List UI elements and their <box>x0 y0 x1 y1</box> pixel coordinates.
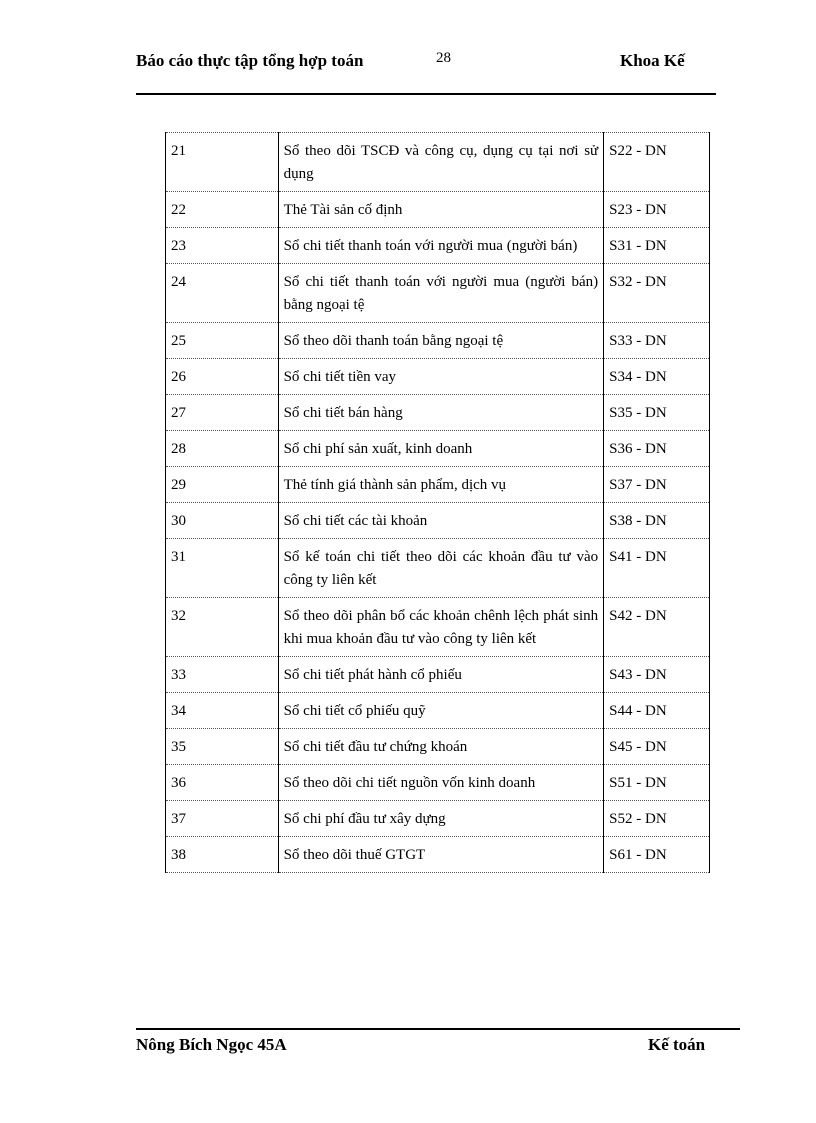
table-row <box>166 765 710 801</box>
row-number-cell: 23 <box>166 228 279 264</box>
form-code-cell: S23 - DN <box>604 192 710 228</box>
table-row <box>166 359 710 395</box>
form-code-cell: S61 - DN <box>604 837 710 873</box>
form-code-cell: S36 - DN <box>604 431 710 467</box>
ledger-name-cell: Thẻ tính giá thành sản phẩm, dịch vụ <box>278 467 604 503</box>
table-row <box>166 801 710 837</box>
row-number-cell: 35 <box>166 729 279 765</box>
table-row <box>166 264 710 323</box>
form-code-cell: S31 - DN <box>604 228 710 264</box>
row-number-cell: 25 <box>166 323 279 359</box>
row-number-cell: 33 <box>166 657 279 693</box>
form-code-cell: S33 - DN <box>604 323 710 359</box>
table-row <box>166 729 710 765</box>
row-number-cell: 30 <box>166 503 279 539</box>
row-number-cell: 24 <box>166 264 279 323</box>
ledger-name-cell: Sổ theo dõi thanh toán bằng ngoại tệ <box>278 323 604 359</box>
table-row <box>166 228 710 264</box>
ledger-table-body <box>166 133 710 873</box>
row-number-cell: 37 <box>166 801 279 837</box>
form-code-cell: S22 - DN <box>604 133 710 192</box>
row-number-cell: 38 <box>166 837 279 873</box>
ledger-table <box>165 132 710 873</box>
row-number-cell: 26 <box>166 359 279 395</box>
form-code-cell: S38 - DN <box>604 503 710 539</box>
row-number-cell: 28 <box>166 431 279 467</box>
form-code-cell: S45 - DN <box>604 729 710 765</box>
ledger-name-cell: Sổ chi tiết đầu tư chứng khoán <box>278 729 604 765</box>
ledger-name-cell: Sổ kế toán chi tiết theo dõi các khoản đầu tư vào công ty liên kết <box>278 539 604 598</box>
ledger-name-cell: Sổ chi tiết bán hàng <box>278 395 604 431</box>
ledger-name-cell: Sổ theo dõi chi tiết nguồn vốn kinh doanh <box>278 765 604 801</box>
row-number-cell: 22 <box>166 192 279 228</box>
table-row <box>166 503 710 539</box>
form-code-cell: S52 - DN <box>604 801 710 837</box>
form-code-cell: S35 - DN <box>604 395 710 431</box>
row-number-cell: 21 <box>166 133 279 192</box>
ledger-name-cell: Sổ chi phí sản xuất, kinh doanh <box>278 431 604 467</box>
table-row <box>166 431 710 467</box>
table-row <box>166 598 710 657</box>
form-code-cell: S44 - DN <box>604 693 710 729</box>
ledger-name-cell: Sổ chi tiết các tài khoản <box>278 503 604 539</box>
ledger-name-cell: Sổ theo dõi TSCĐ và công cụ, dụng cụ tại nơi sử dụng <box>278 133 604 192</box>
page-header <box>136 50 716 94</box>
form-code-cell: S42 - DN <box>604 598 710 657</box>
row-number-cell: 31 <box>166 539 279 598</box>
footer-department: Kế toán <box>648 1035 706 1054</box>
page-number: 28 <box>436 50 451 66</box>
footer-divider <box>136 1028 740 1030</box>
row-number-cell: 32 <box>166 598 279 657</box>
form-code-cell: S51 - DN <box>604 765 710 801</box>
row-number-cell: 36 <box>166 765 279 801</box>
ledger-name-cell: Sổ theo dõi thuế GTGT <box>278 837 604 873</box>
table-row <box>166 467 710 503</box>
author-name: Nông Bích Ngọc 45A <box>136 1035 287 1054</box>
form-code-cell: S34 - DN <box>604 359 710 395</box>
table-row <box>166 837 710 873</box>
form-code-cell: S37 - DN <box>604 467 710 503</box>
table-row <box>166 657 710 693</box>
table-row <box>166 539 710 598</box>
ledger-name-cell: Sổ chi phí đầu tư xây dựng <box>278 801 604 837</box>
table-row <box>166 192 710 228</box>
ledger-name-cell: Sổ theo dõi phân bổ các khoản chênh lệch phát sinh khi mua khoản đầu tư vào công ty liên kết <box>278 598 604 657</box>
table-row <box>166 133 710 192</box>
form-code-cell: S32 - DN <box>604 264 710 323</box>
table-row <box>166 395 710 431</box>
form-code-cell: S41 - DN <box>604 539 710 598</box>
table-row <box>166 323 710 359</box>
ledger-name-cell: Sổ chi tiết thanh toán với người mua (người bán) bằng ngoại tệ <box>278 264 604 323</box>
table-row <box>166 693 710 729</box>
ledger-name-cell: Sổ chi tiết cổ phiếu quỹ <box>278 693 604 729</box>
row-number-cell: 29 <box>166 467 279 503</box>
row-number-cell: 27 <box>166 395 279 431</box>
ledger-name-cell: Sổ chi tiết phát hành cổ phiếu <box>278 657 604 693</box>
row-number-cell: 34 <box>166 693 279 729</box>
ledger-name-cell: Sổ chi tiết thanh toán với người mua (người bán) <box>278 228 604 264</box>
form-code-cell: S43 - DN <box>604 657 710 693</box>
report-title: Báo cáo thực tập tổng hợp toán <box>136 51 364 70</box>
department-name: Khoa Kế <box>620 51 685 70</box>
ledger-name-cell: Sổ chi tiết tiền vay <box>278 359 604 395</box>
header-divider <box>136 93 716 95</box>
ledger-name-cell: Thẻ Tài sản cố định <box>278 192 604 228</box>
